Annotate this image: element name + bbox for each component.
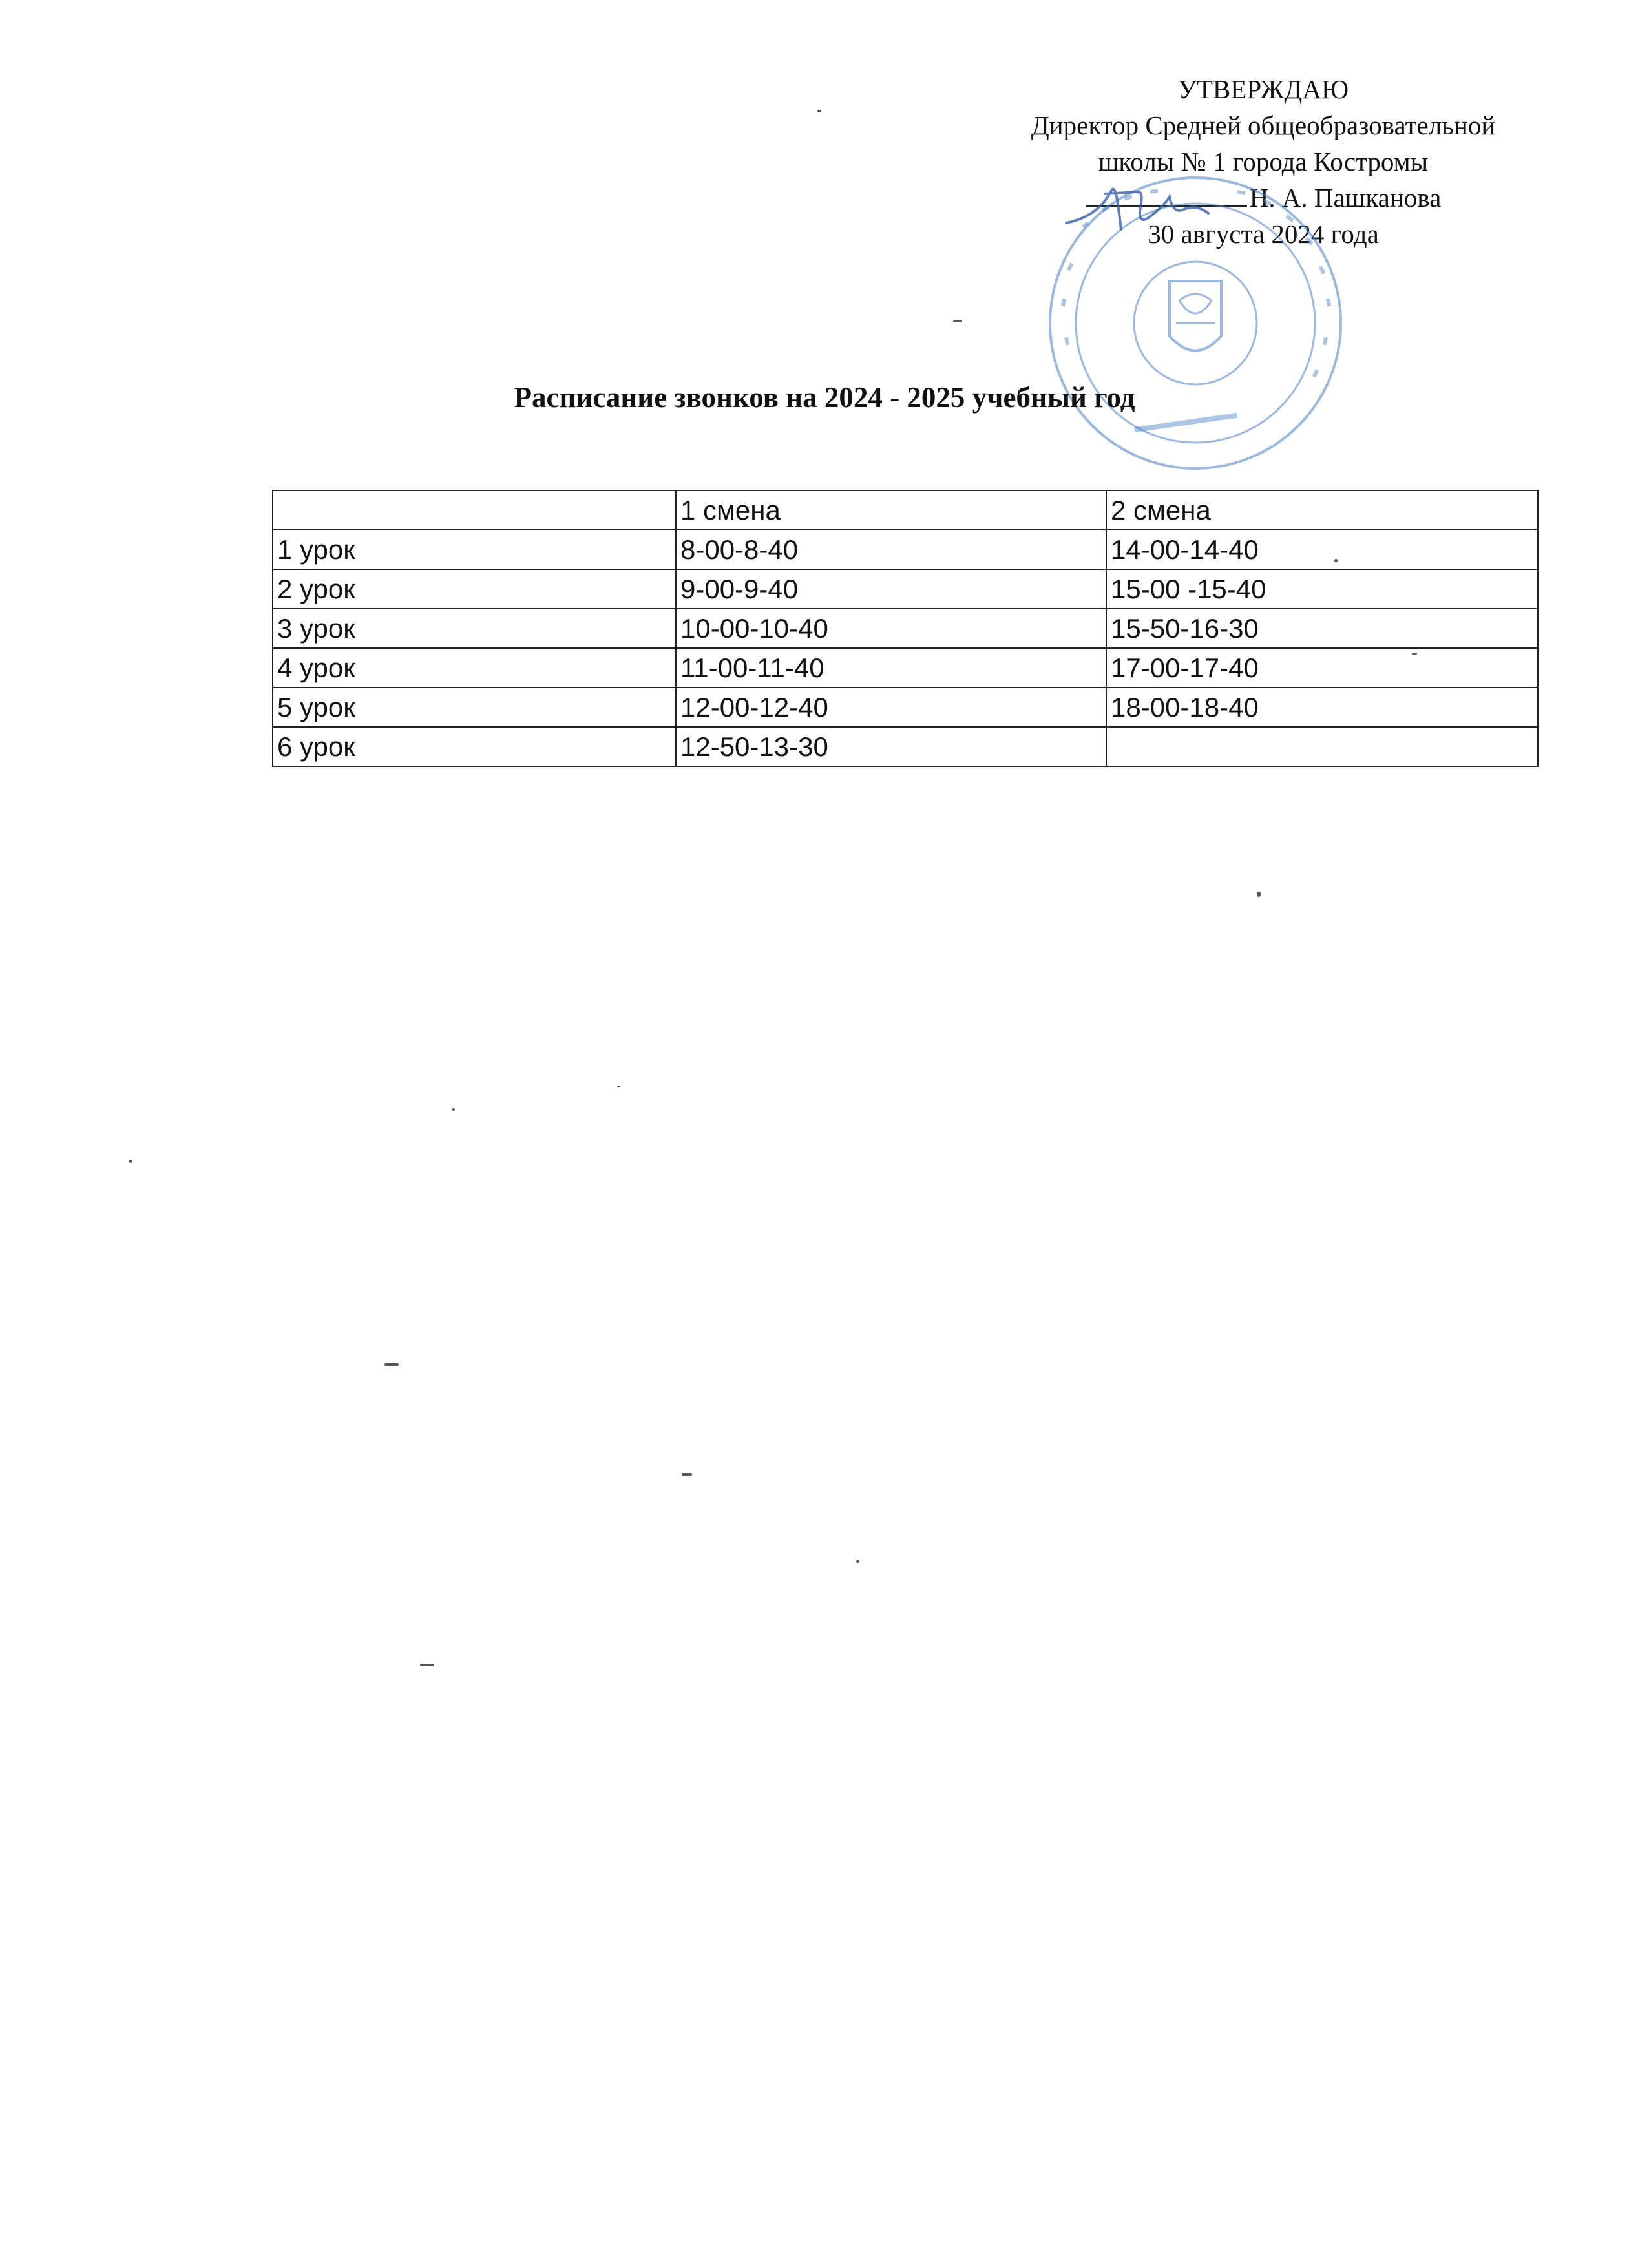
table-row (273, 530, 1538, 569)
table-header-row (273, 490, 1538, 530)
shift-1-time: 9-00-9-40 (676, 569, 1106, 609)
shift-2-time: 15-00 -15-40 (1106, 569, 1538, 609)
scan-speck (682, 1473, 692, 1476)
lesson-label: 4 урок (273, 648, 676, 688)
header-cell-shift-2: 2 смена (1106, 490, 1538, 530)
scan-speck (420, 1664, 434, 1666)
approval-heading: УТВЕРЖДАЮ (1177, 74, 1349, 104)
table-row (273, 569, 1538, 609)
shift-2-time: 15-50-16-30 (1106, 609, 1538, 648)
lesson-label: 2 урок (273, 569, 676, 609)
bell-schedule-table (272, 490, 1539, 767)
shift-1-time: 10-00-10-40 (676, 609, 1106, 648)
scan-speck (617, 1086, 620, 1087)
scan-speck (953, 320, 962, 322)
lesson-label: 5 урок (273, 688, 676, 727)
table-row (273, 688, 1538, 727)
scan-speck (129, 1160, 132, 1163)
table-row (273, 609, 1538, 648)
lesson-label: 3 урок (273, 609, 676, 648)
scan-speck (1412, 653, 1417, 655)
shift-2-time (1106, 727, 1538, 766)
lesson-label: 6 урок (273, 727, 676, 766)
scan-speck (384, 1363, 399, 1366)
handwritten-signature (1060, 178, 1254, 249)
approval-signatory: Н. А. Пашканова (1249, 183, 1442, 213)
document-title: Расписание звонков на 2024 - 2025 учебный год (514, 381, 1135, 414)
scan-speck (452, 1108, 455, 1111)
shift-1-time: 12-50-13-30 (676, 727, 1106, 766)
shift-2-time: 17-00-17-40 (1106, 648, 1538, 688)
shift-1-time: 11-00-11-40 (676, 648, 1106, 688)
header-cell-empty (273, 490, 676, 530)
header-cell-shift-1: 1 смена (676, 490, 1106, 530)
approval-date: 30 августа 2024 года (1148, 219, 1379, 249)
approval-position-line-2: школы № 1 города Костромы (1098, 147, 1429, 176)
approval-position-line-1: Директор Средней общеобразовательной (1031, 110, 1496, 140)
shift-1-time: 8-00-8-40 (676, 530, 1106, 569)
shift-2-time: 14-00-14-40 (1106, 530, 1538, 569)
scan-speck (817, 110, 821, 112)
scan-speck (1257, 892, 1261, 897)
scan-speck (856, 1560, 859, 1563)
scan-speck (1334, 559, 1338, 562)
table-row (273, 648, 1538, 688)
shift-1-time: 12-00-12-40 (676, 688, 1106, 727)
shift-2-time: 18-00-18-40 (1106, 688, 1538, 727)
lesson-label: 1 урок (273, 530, 676, 569)
table-row (273, 727, 1538, 766)
